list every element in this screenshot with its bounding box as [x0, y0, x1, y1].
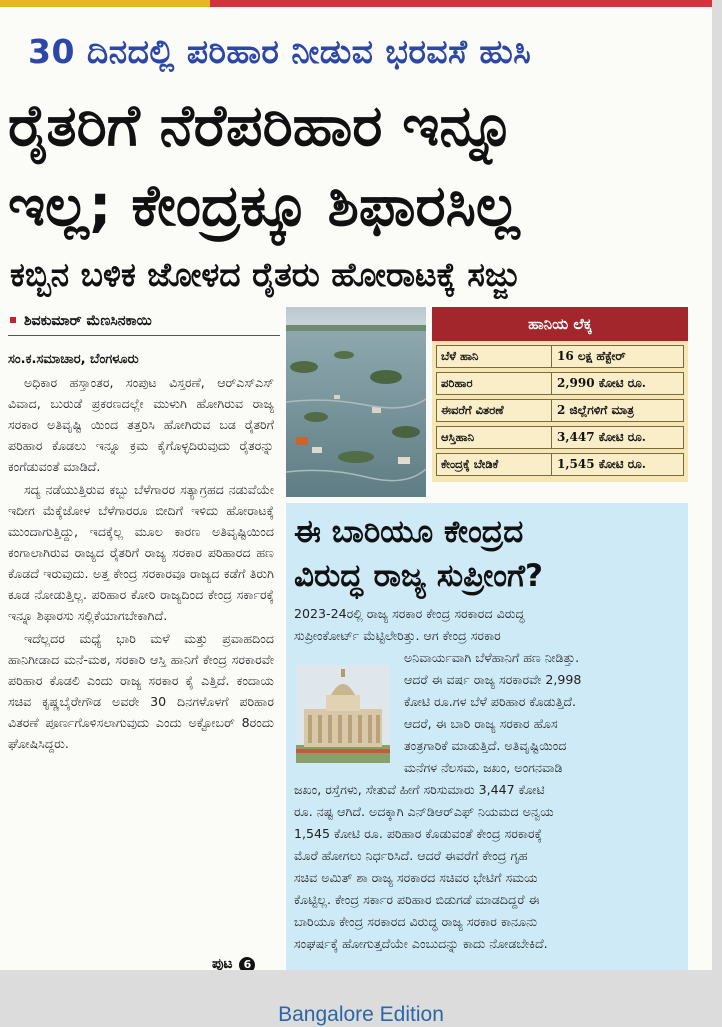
dateline: ಸಂ.ಕ.ಸಮಾಚಾರ, ಬೆಂಗಳೂರು	[8, 352, 139, 367]
sidebar-heading-line-2: ವಿರುದ್ಧ ರಾಜ್ಯ ಸುಪ್ರೀಂಗೆ?	[294, 558, 544, 594]
loss-table-body	[432, 341, 688, 482]
sidebar-text	[294, 603, 680, 955]
table-row	[436, 399, 684, 422]
sidebar-line: ಅನಿವಾರ್ಯವಾಗಿ ಬೆಳೆಹಾನಿಗೆ ಹಣ ನೀಡಿತ್ತು.	[404, 650, 580, 665]
sidebar-line: ಕೋಟಿ ರೂ.ಗಳ ಬೆಳೆ ಪರಿಹಾರ ಕೊಡುತ್ತಿದೆ.	[404, 694, 577, 709]
sidebar-line: ಸಂಘರ್ಷಕ್ಕೆ ಹೋಗುತ್ತದೆಯೇ ಎಂಬುದನ್ನು ಕಾದು ನೋಡಬೇಕಿದೆ.	[294, 936, 548, 951]
top-color-bar	[0, 0, 712, 8]
paragraph-1: ಅಧಿಕಾರ ಹಸ್ತಾಂತರ, ಸಂಪುಟ ವಿಸ್ತರಣೆ, ಆರ್‌ಎಸ್‌ಎಸ್ ವಿವಾದ, ಬುರುಡೆ ಪ್ರಕರಣದಲ್ಲೇ ಮುಳುಗಿ ಹೋಗಿರುವ ರಾಜ್ಯ ಸರಕಾರ ಅತಿವೃಷ್ಟಿ ಯಿಂದ ತತ್ತರಿಸಿ ಹೋಗಿರುವ ಬಡ ರೈತರಿಗೆ ಪರಿಹಾರ ಕೊಡಲು ಇನ್ನೂ ಕ್ರಮ ಕೈಗೊಳ್ಳದಿರುವುದು ರೈತರನ್ನು ಕಂಗೆಡುವಂತೆ ಮಾಡಿದೆ.	[8, 375, 274, 474]
sidebar-line: ಬಾರಿಯೂ ಕೇಂದ್ರ ಸರಕಾರದ ವಿರುದ್ಧ ರಾಜ್ಯ ಸರಕಾರ ಕಾನೂನು	[294, 914, 538, 929]
sidebar-line: 1,545 ಕೋಟಿ ರೂ. ಪರಿಹಾರ ಕೊಡುವಂತೆ ಕೇಂದ್ರ ಸರಕಾರಕ್ಕೆ	[294, 826, 543, 841]
headline-line-1: ರೈತರಿಗೆ ನೆರೆಪರಿಹಾರ ಇನ್ನೂ	[8, 93, 516, 159]
table-row-value: 2 ಜಿಲ್ಲೆಗಳಿಗೆ ಮಾತ್ರ	[552, 399, 684, 422]
paragraph-3: ಇದೆಲ್ಲದರ ಮಧ್ಯೆ ಭಾರಿ ಮಳೆ ಮತ್ತು ಪ್ರವಾಹದಿಂದ ಹಾನಿಗೀಡಾದ ಮನೆ-ಮಠ, ಸರಕಾರಿ ಆಸ್ತಿ ಹಾನಿಗೆ ಕೇಂದ್ರ ಸರಕಾರವೇ ಪರಿಹಾರ ಕೊಡಲಿ ಎಂದು ರಾಜ್ಯ ಸರಕಾರ ಕೈ ಎತ್ತಿದೆ. ಕಂದಾಯ ಸಚಿವ ಕೃಷ್ಣಬೈರೇಗೌಡ ಅವರೇ 30 ದಿನಗಳೊಳಗೆ ಪರಿಹಾರ ವಿತರಣೆ ಪೂರ್ಣಗೊಳಿಸಲಾಗುವುದು ಎಂದು ಅಕ್ಟೋಬರ್ 8ರಂದು ಘೋಷಿಸಿದ್ದರು.	[8, 631, 274, 751]
table-row	[436, 372, 684, 395]
sidebar-heading-line-1: ಈ ಬಾರಿಯೂ ಕೇಂದ್ರದ	[294, 514, 524, 550]
flood-photo-image	[286, 307, 426, 497]
table-row	[436, 453, 684, 476]
top-bar-yellow	[0, 0, 210, 7]
table-row-label: ಈವರೆಗೆ ವಿತರಣೆ	[436, 399, 552, 422]
sidebar-line: ಜಖಂ, ರಸ್ತೆಗಳು, ಸೇತುವೆ ಹೀಗೆ ಸರಿಸುಮಾರು 3,447 ಕೋಟಿ	[294, 782, 545, 797]
byline	[8, 313, 280, 336]
headline-line-2: ಇಲ್ಲ; ಕೇಂದ್ರಕ್ಕೂ ಶಿಫಾರಸಿಲ್ಲ	[8, 173, 520, 239]
loss-table	[432, 307, 688, 482]
table-row-label: ಪರಿಹಾರ	[436, 372, 552, 395]
table-row-label: ಆಸ್ತಿಹಾನಿ	[436, 426, 552, 449]
sidebar-box	[286, 503, 688, 970]
sidebar-line: 2023-24ರಲ್ಲಿ ರಾಜ್ಯ ಸರಕಾರ ಕೇಂದ್ರ ಸರಕಾರದ ವಿರುದ್ಧ	[294, 606, 525, 621]
table-row-value: 16 ಲಕ್ಷ ಹೆಕ್ಟೇರ್	[552, 345, 684, 368]
table-row-value: 3,447 ಕೋಟಿ ರೂ.	[552, 426, 684, 449]
sidebar-line: ಆದರೆ, ಈ ಬಾರಿ ರಾಜ್ಯ ಸರಕಾರ ಹೊಸ	[404, 716, 558, 731]
continued-on-page	[212, 956, 255, 970]
byline-author: ಶಿವಕುಮಾರ್ ಮೆಣಸಿನಕಾಯಿ	[24, 313, 152, 329]
sidebar-line: ಸಚಿವ ಅಮಿತ್ ಶಾ ರಾಜ್ಯ ಸರಕಾರದ ಸಚಿವರ ಭೇಟಿಗೆ ಸಮಯ	[294, 870, 538, 885]
sidebar-line: ಆದರೆ ಈ ವರ್ಷ ರಾಜ್ಯ ಸರಕಾರವೇ 2,998	[404, 672, 582, 687]
continued-label: ಪುಟ	[212, 956, 233, 970]
table-row-value: 1,545 ಕೋಟಿ ರೂ.	[552, 453, 684, 476]
sidebar-line: ತಂತ್ರಗಾರಿಕೆ ಮಾಡುತ್ತಿದೆ. ಅತಿವೃಷ್ಟಿಯಿಂದ	[404, 738, 567, 753]
article-body	[8, 372, 274, 754]
sidebar-line: ರೂ. ನಷ್ಟ ಆಗಿದೆ. ಅದಕ್ಕಾಗಿ ಎನ್‌ಡಿಆರ್‌ಎಫ್ ನಿಯಮದ ಅನ್ವಯ	[294, 804, 554, 819]
table-row	[436, 345, 684, 368]
table-row-label: ಬೆಳೆ ಹಾನಿ	[436, 345, 552, 368]
kicker: 30 ದಿನದಲ್ಲಿ ಪರಿಹಾರ ನೀಡುವ ಭರವಸೆ ಹುಸಿ	[28, 32, 532, 71]
loss-table-title: ಹಾನಿಯ ಲೆಕ್ಕ	[432, 307, 688, 341]
sidebar-line: ಮನೆಗಳ ನೆಲಸಮ, ಜಖಂ, ಅಂಗನವಾಡಿ	[404, 760, 563, 775]
table-row	[436, 426, 684, 449]
top-bar-red	[210, 0, 712, 7]
table-row-value: 2,990 ಕೋಟಿ ರೂ.	[552, 372, 684, 395]
sidebar-line: ಕೊಟ್ಟಿಲ್ಲ. ಕೇಂದ್ರ ಸರ್ಕಾರ ಪರಿಹಾರ ಬಿಡುಗಡೆ ಮಾಡದಿದ್ದರೆ ಈ	[294, 892, 540, 907]
sidebar-line: ಸುಪ್ರೀಂಕೋರ್ಟ್ ಮೆಟ್ಟಿಲೇರಿತ್ತು. ಆಗ ಕೇಂದ್ರ ಸರಕಾರ	[294, 628, 501, 643]
table-row-label: ಕೇಂದ್ರಕ್ಕೆ ಬೇಡಿಕೆ	[436, 453, 552, 476]
subheadline: ಕಬ್ಬಿನ ಬಳಿಕ ಜೋಳದ ರೈತರು ಹೋರಾಟಕ್ಕೆ ಸಜ್ಜು	[10, 255, 520, 294]
flood-photo	[286, 307, 426, 497]
sidebar-line: ಮೊರೆ ಹೋಗಲು ನಿರ್ಧರಿಸಿದೆ. ಆದರೆ ಈವರೆಗೆ ಕೇಂದ್ರ ಗೃಹ	[294, 848, 528, 863]
paragraph-2: ಸದ್ಯ ನಡೆಯುತ್ತಿರುವ ಕಬ್ಬು ಬೆಳೆಗಾರರ ಸತ್ಯಾಗ್ರಹದ ನಡುವೆಯೇ ಇದೀಗ ಮೆಕ್ಕೆಜೋಳ ಬೆಳೆಗಾರರೂ ಬೀದಿಗೆ ಇಳಿದು ಹೋರಾಟಕ್ಕೆ ಮುಂದಾಗುತ್ತಿದ್ದು, ಇದಕ್ಕೆಲ್ಲ ಮೂಲ ಕಾರಣ ಅತಿವೃಷ್ಟಿಯಿಂದ ಕಂಗಾಲಾಗಿರುವ ರಾಜ್ಯದ ರೈತರಿಗೆ ರಾಜ್ಯ ಸರಕಾರ ಪರಿಹಾರದ ಹಣ ಕೊಡದೆ ಇರುವುದು. ಅತ್ತ ಕೇಂದ್ರ ಸರಕಾರವೂ ರಾಜ್ಯದ ಕಡೆಗೆ ತಿರುಗಿ ಕೂಡ ನೋಡುತ್ತಿಲ್ಲ. ಪರಿಹಾರ ಕೋರಿ ರಾಜ್ಯದಿಂದ ಕೇಂದ್ರ ಸರ್ಕಾರಕ್ಕೆ ಇನ್ನೂ ಶಿಫಾರಸು ಸಲ್ಲಿಕೆಯಾಗಬೇಕಾಗಿದೆ.	[8, 482, 274, 623]
continued-page-number: 6	[239, 957, 255, 970]
edition-link[interactable]: Bangalore Edition	[278, 1003, 444, 1026]
byline-bullet-icon	[10, 317, 16, 323]
